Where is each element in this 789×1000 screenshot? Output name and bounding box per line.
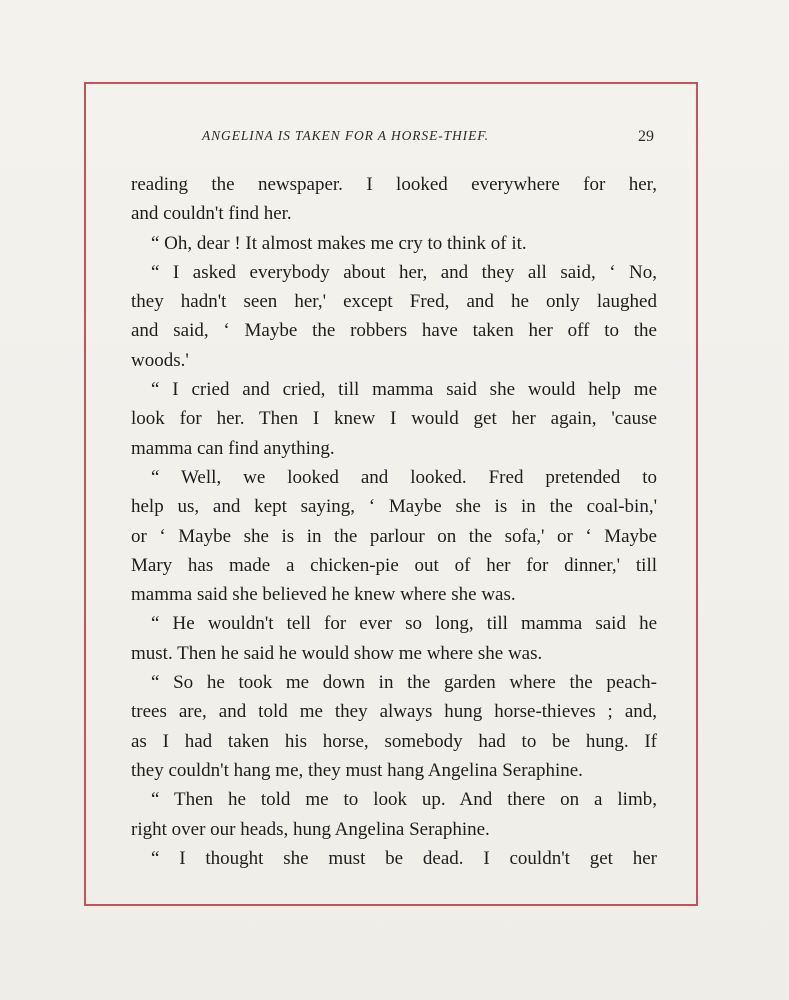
text-line: Mary has made a chicken-pie out of her for dinner,' till [131,554,657,576]
text-line: they couldn't hang me, they must hang Angelina Seraphine. [131,759,583,781]
text-line: mamma can find anything. [131,437,335,459]
text-line: help us, and kept saying, ‘ Maybe she is in the coal-bin,' [131,496,657,518]
text-line: mamma said she believed he knew where she was. [131,584,516,606]
text-line: and couldn't find her. [131,203,292,225]
text-line: as I had taken his horse, somebody had to be hung. If [131,730,657,752]
body-text [131,170,657,873]
text-line: and said, ‘ Maybe the robbers have taken her off to the [131,320,657,342]
text-line: trees are, and told me they always hung horse-thieves ; and, [131,701,657,723]
text-line: “ I cried and cried, till mamma said she would help me [151,379,657,401]
text-line: “ Oh, dear ! It almost makes me cry to think of it. [151,232,527,254]
text-line: they hadn't seen her,' except Fred, and he only laughed [131,291,657,313]
text-line: “ I asked everybody about her, and they all said, ‘ No, [151,261,657,283]
running-head-title: ANGELINA IS TAKEN FOR A HORSE-THIEF. [202,128,489,143]
text-line: or ‘ Maybe she is in the parlour on the sofa,' or ‘ Maybe [131,525,657,547]
text-line: woods.' [131,349,189,371]
text-line: “ Then he told me to look up. And there on a limb, [151,789,657,811]
text-line: must. Then he said he would show me where she was. [131,642,543,664]
text-line: right over our heads, hung Angelina Seraphine. [131,818,490,840]
text-line: reading the newspaper. I looked everywhere for her, [131,174,657,195]
text-line: “ Well, we looked and looked. Fred pretended to [151,466,657,488]
text-line: “ I thought she must be dead. I couldn't get her [151,847,657,869]
running-head [86,128,696,152]
text-line: “ So he took me down in the garden where the peach- [151,672,657,694]
page-border-frame [84,82,698,906]
text-line: “ He wouldn't tell for ever so long, till mamma said he [151,613,657,635]
page-number: 29 [638,128,654,145]
text-line: look for her. Then I knew I would get her again, 'cause [131,408,657,430]
